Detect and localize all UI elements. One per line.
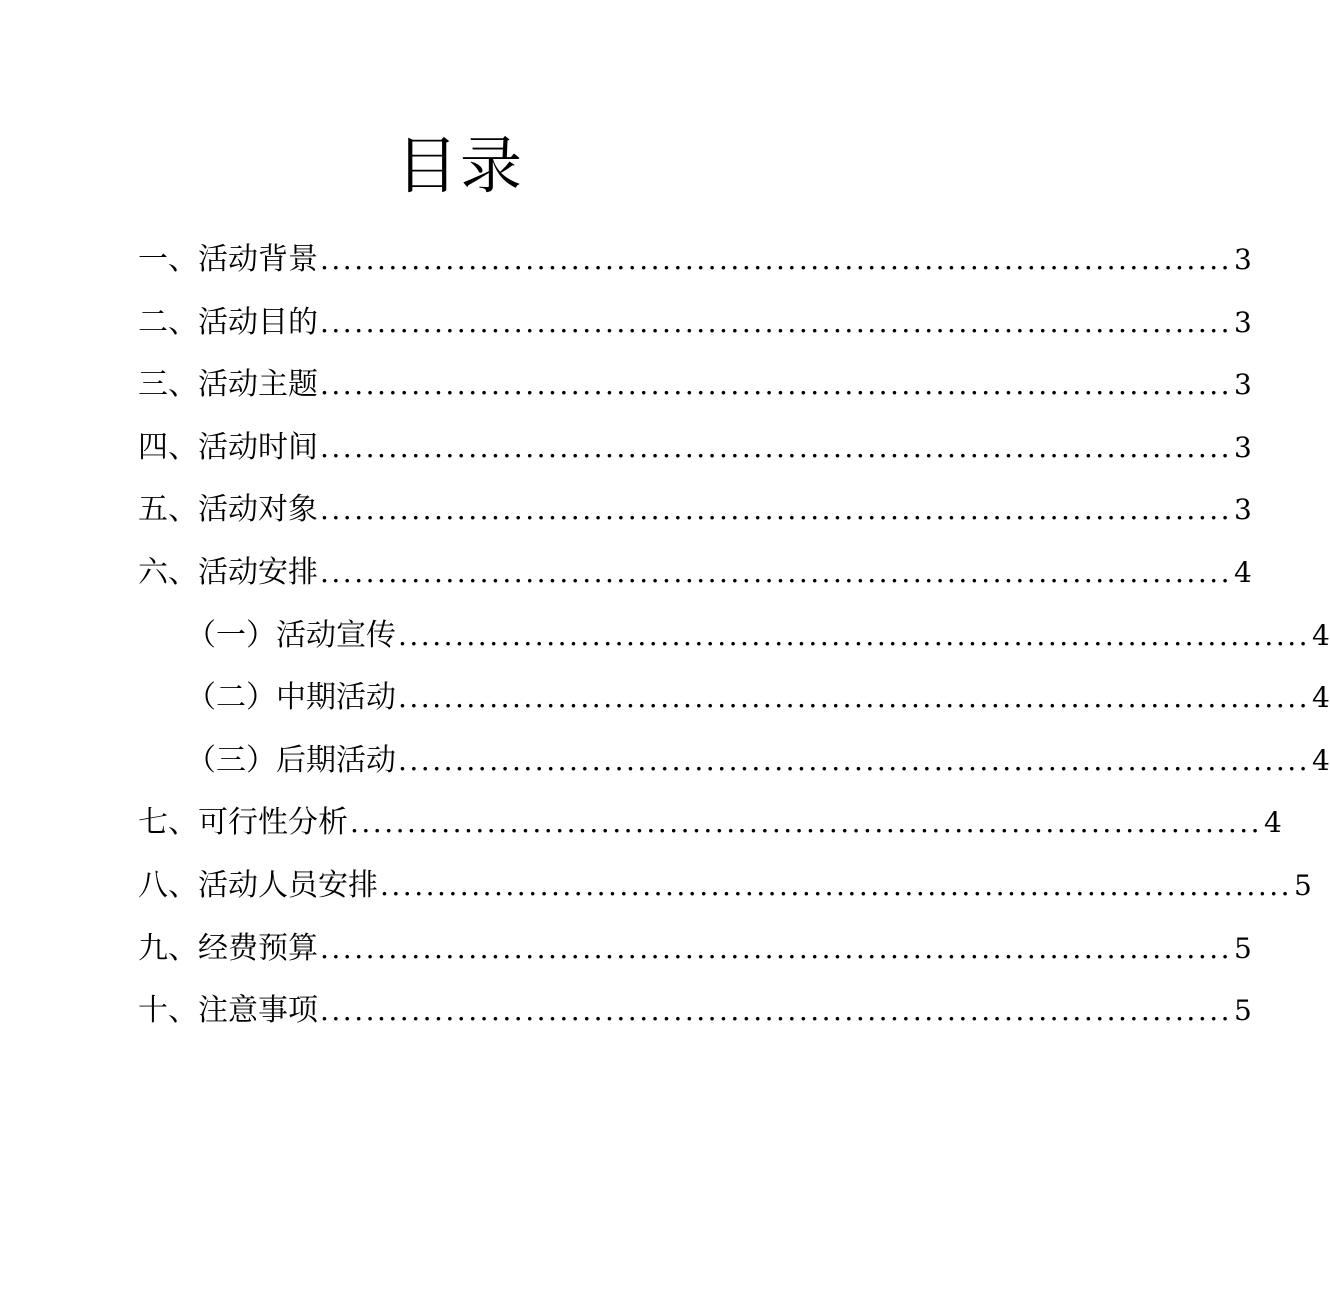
toc-entry-page: 3 (1234, 243, 1252, 276)
toc-entry-page: 5 (1234, 994, 1252, 1028)
toc-entry-label: 十、注意事项 (138, 993, 318, 1029)
dot-leader: ................................................................................ (320, 305, 1233, 339)
toc-entry-label: （三）后期活动 (186, 742, 396, 778)
toc-entry-page: 4 (1312, 681, 1330, 715)
toc-entry-page: 3 (1234, 493, 1252, 527)
toc-entry-label: 四、活动时间 (138, 429, 318, 465)
toc-subentry[interactable] (138, 667, 1330, 730)
toc-entry[interactable] (138, 479, 1252, 542)
toc-entry-label: 六、活动安排 (138, 554, 318, 590)
toc-entry-page: 3 (1234, 368, 1252, 402)
toc-entry-page: 4 (1312, 618, 1330, 652)
dot-leader: ................................................................................ (320, 555, 1233, 589)
toc-entry[interactable] (138, 292, 1252, 355)
toc-subentry[interactable] (138, 605, 1330, 668)
toc-subentry[interactable] (138, 730, 1330, 793)
dot-leader: ................................................................................ (380, 868, 1293, 902)
dot-leader: ................................................................................ (320, 493, 1233, 527)
toc-entry-page: 3 (1234, 305, 1252, 339)
toc-entry[interactable] (138, 417, 1252, 480)
dot-leader: ................................................................................ (320, 430, 1233, 464)
toc-entry[interactable] (138, 918, 1252, 981)
toc-entry-label: 九、经费预算 (138, 930, 318, 966)
dot-leader: ................................................................................ (320, 243, 1233, 276)
toc-title: 目录 (395, 129, 524, 202)
toc-entry[interactable] (138, 980, 1252, 1043)
dot-leader: ................................................................................ (398, 618, 1311, 652)
dot-leader: ................................................................................ (320, 368, 1233, 402)
toc-entry-label: 八、活动人员安排 (138, 867, 378, 903)
toc-entry-label: 七、可行性分析 (138, 805, 348, 841)
toc-entry-label: 三、活动主题 (138, 367, 318, 403)
dot-leader: ................................................................................ (398, 681, 1311, 715)
toc-entry-page: 4 (1264, 806, 1282, 840)
toc-entry-page: 5 (1234, 931, 1252, 965)
toc-entry-label: 五、活动对象 (138, 492, 318, 528)
toc-entry-label: 一、活动背景 (138, 242, 318, 277)
dot-leader: ................................................................................ (320, 931, 1233, 965)
toc-entry[interactable] (138, 542, 1252, 605)
toc-entry-page: 4 (1312, 743, 1330, 777)
toc-entry[interactable] (138, 855, 1312, 918)
toc-entry-label: 二、活动目的 (138, 304, 318, 340)
toc-entry[interactable] (138, 354, 1252, 417)
dot-leader: ................................................................................ (350, 806, 1263, 840)
table-of-contents (138, 229, 1330, 1043)
toc-entry-page: 4 (1234, 555, 1252, 589)
toc-entry[interactable] (138, 229, 1252, 292)
dot-leader: ................................................................................ (398, 743, 1311, 777)
toc-entry-page: 3 (1234, 430, 1252, 464)
toc-entry-label: （一）活动宣传 (186, 617, 396, 653)
toc-entry-page: 5 (1294, 868, 1312, 902)
toc-entry[interactable] (138, 792, 1282, 855)
dot-leader: ................................................................................ (320, 994, 1233, 1028)
toc-entry-label: （二）中期活动 (186, 680, 396, 716)
